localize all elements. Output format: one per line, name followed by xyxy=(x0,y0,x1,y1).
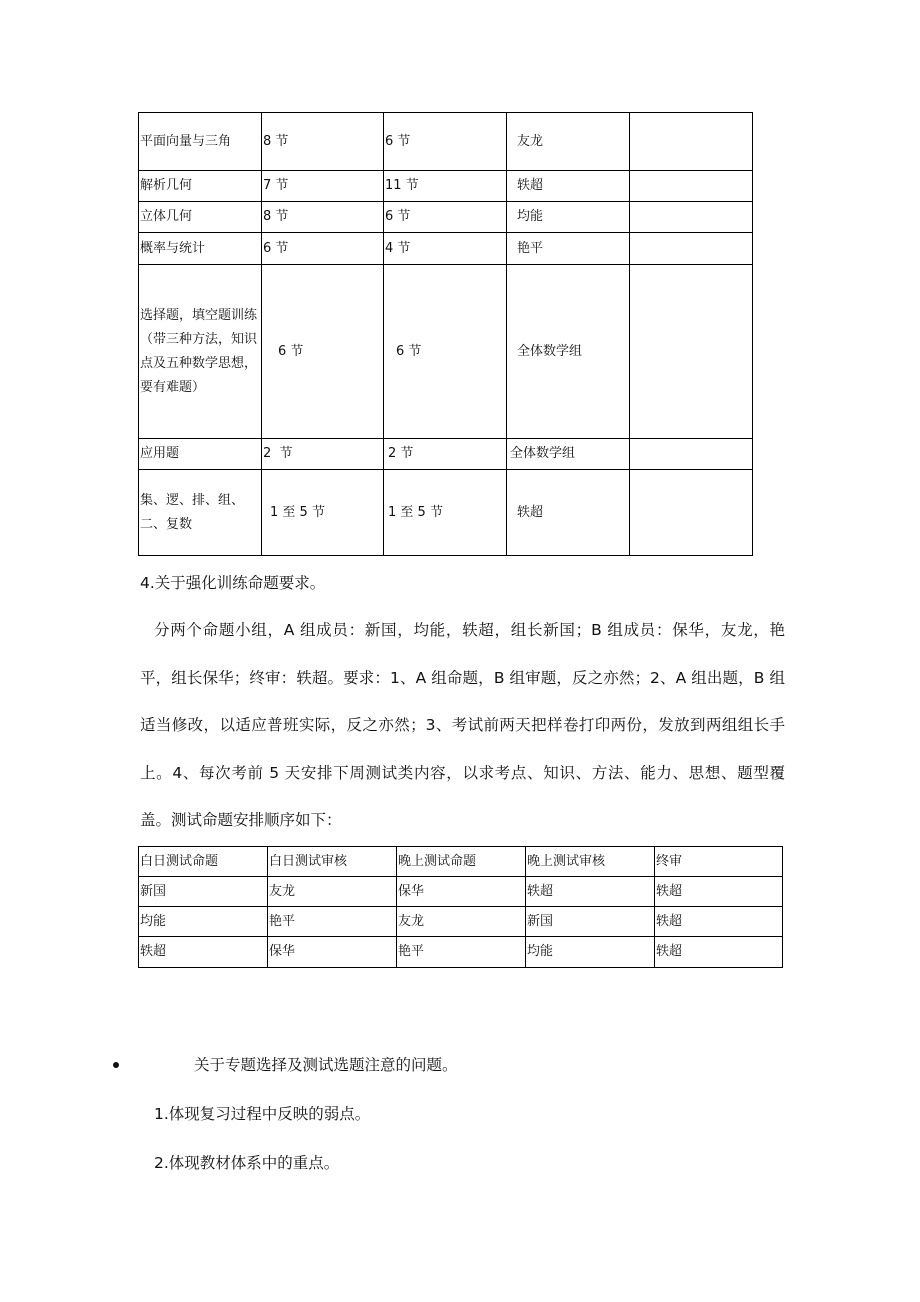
note-cell xyxy=(630,265,753,439)
teacher-cell: 艳平 xyxy=(507,233,630,265)
sessions-a-cell: 1 至 5 节 xyxy=(262,470,384,556)
sessions-b-cell: 6 节 xyxy=(384,113,507,171)
table-row xyxy=(139,439,753,470)
sessions-a-cell: 8 节 xyxy=(262,202,384,233)
sessions-b-cell: 2 节 xyxy=(384,439,507,470)
teacher-cell: 友龙 xyxy=(507,113,630,171)
note-cell xyxy=(630,202,753,233)
teacher-cell: 轶超 xyxy=(507,470,630,556)
header-cell: 晚上测试命题 xyxy=(397,847,526,877)
sessions-b-cell: 6 节 xyxy=(384,265,507,439)
teacher-cell: 全体数学组 xyxy=(507,439,630,470)
header-cell: 白日测试审核 xyxy=(268,847,397,877)
table-cell: 保华 xyxy=(268,937,397,968)
header-cell: 白日测试命题 xyxy=(139,847,268,877)
table-row xyxy=(139,470,753,556)
table-cell: 轶超 xyxy=(655,877,783,907)
table-row xyxy=(139,233,753,265)
topic-cell: 平面向量与三角 xyxy=(139,113,262,171)
table-row xyxy=(139,937,783,968)
table-row xyxy=(139,202,753,233)
table-row xyxy=(139,265,753,439)
table-header-row xyxy=(139,847,783,877)
sessions-a-cell: 6 节 xyxy=(262,265,384,439)
topic-cell: 立体几何 xyxy=(139,202,262,233)
table-cell: 轶超 xyxy=(655,907,783,937)
teacher-cell: 轶超 xyxy=(507,171,630,202)
topic-cell: 概率与统计 xyxy=(139,233,262,265)
note-cell xyxy=(630,233,753,265)
teacher-cell: 均能 xyxy=(507,202,630,233)
table-cell: 轶超 xyxy=(526,877,655,907)
table-cell: 均能 xyxy=(139,907,268,937)
header-cell: 终审 xyxy=(655,847,783,877)
topic-cell: 应用题 xyxy=(139,439,262,470)
sessions-a-cell: 6 节 xyxy=(262,233,384,265)
table-cell: 艳平 xyxy=(397,937,526,968)
section-4-heading: 4.关于强化训练命题要求。 xyxy=(140,574,326,592)
table-cell: 艳平 xyxy=(268,907,397,937)
sessions-b-cell: 6 节 xyxy=(384,202,507,233)
sessions-b-cell: 1 至 5 节 xyxy=(384,470,507,556)
table-row xyxy=(139,877,783,907)
table-row xyxy=(139,113,753,171)
table-cell: 保华 xyxy=(397,877,526,907)
bullet-icon xyxy=(113,1062,119,1068)
table-cell: 均能 xyxy=(526,937,655,968)
test-assignment-table xyxy=(138,846,783,968)
header-cell: 晚上测试审核 xyxy=(526,847,655,877)
table-cell: 轶超 xyxy=(139,937,268,968)
topic-cell: 选择题，填空题训练（带三种方法，知识点及五种数学思想，要有难题） xyxy=(139,265,262,439)
sessions-b-cell: 4 节 xyxy=(384,233,507,265)
sessions-a-cell: 7 节 xyxy=(262,171,384,202)
topic-cell: 解析几何 xyxy=(139,171,262,202)
teacher-cell: 全体数学组 xyxy=(507,265,630,439)
table-cell: 新国 xyxy=(526,907,655,937)
note-cell xyxy=(630,171,753,202)
topic-cell: 集、逻、排、组、二、复数 xyxy=(139,470,262,556)
table-cell: 友龙 xyxy=(397,907,526,937)
sessions-b-cell: 11 节 xyxy=(384,171,507,202)
section-4-paragraph: 分两个命题小组，A 组成员：新国，均能，轶超，组长新国；B 组成员：保华，友龙，艳平，组长保华；终审：轶超。要求：1、A 组命题，B 组审题，反之亦然；2、A 组出题，B 组适当修改，以适应普班实际，反之亦然；3、考试前两天把样卷打印两份，发放到两组组长手上。4、每次考前 5 天安排下周测试类内容，以求考点、知识、方法、能力、思想、题型覆盖。测试命题安排顺序如下： xyxy=(140,621,785,829)
bullet-item-2: 2.体现教材体系中的重点。 xyxy=(154,1154,340,1172)
bullet-text: 关于专题选择及测试选题注意的问题。 xyxy=(194,1056,458,1074)
topic-schedule-table xyxy=(138,112,753,556)
table-row xyxy=(139,171,753,202)
sessions-a-cell: 2 节 xyxy=(262,439,384,470)
sessions-a-cell: 8 节 xyxy=(262,113,384,171)
table-cell: 新国 xyxy=(139,877,268,907)
note-cell xyxy=(630,439,753,470)
bullet-item-1: 1.体现复习过程中反映的弱点。 xyxy=(154,1105,371,1123)
table-row xyxy=(139,907,783,937)
note-cell xyxy=(630,113,753,171)
table-cell: 友龙 xyxy=(268,877,397,907)
note-cell xyxy=(630,470,753,556)
table-cell: 轶超 xyxy=(655,937,783,968)
